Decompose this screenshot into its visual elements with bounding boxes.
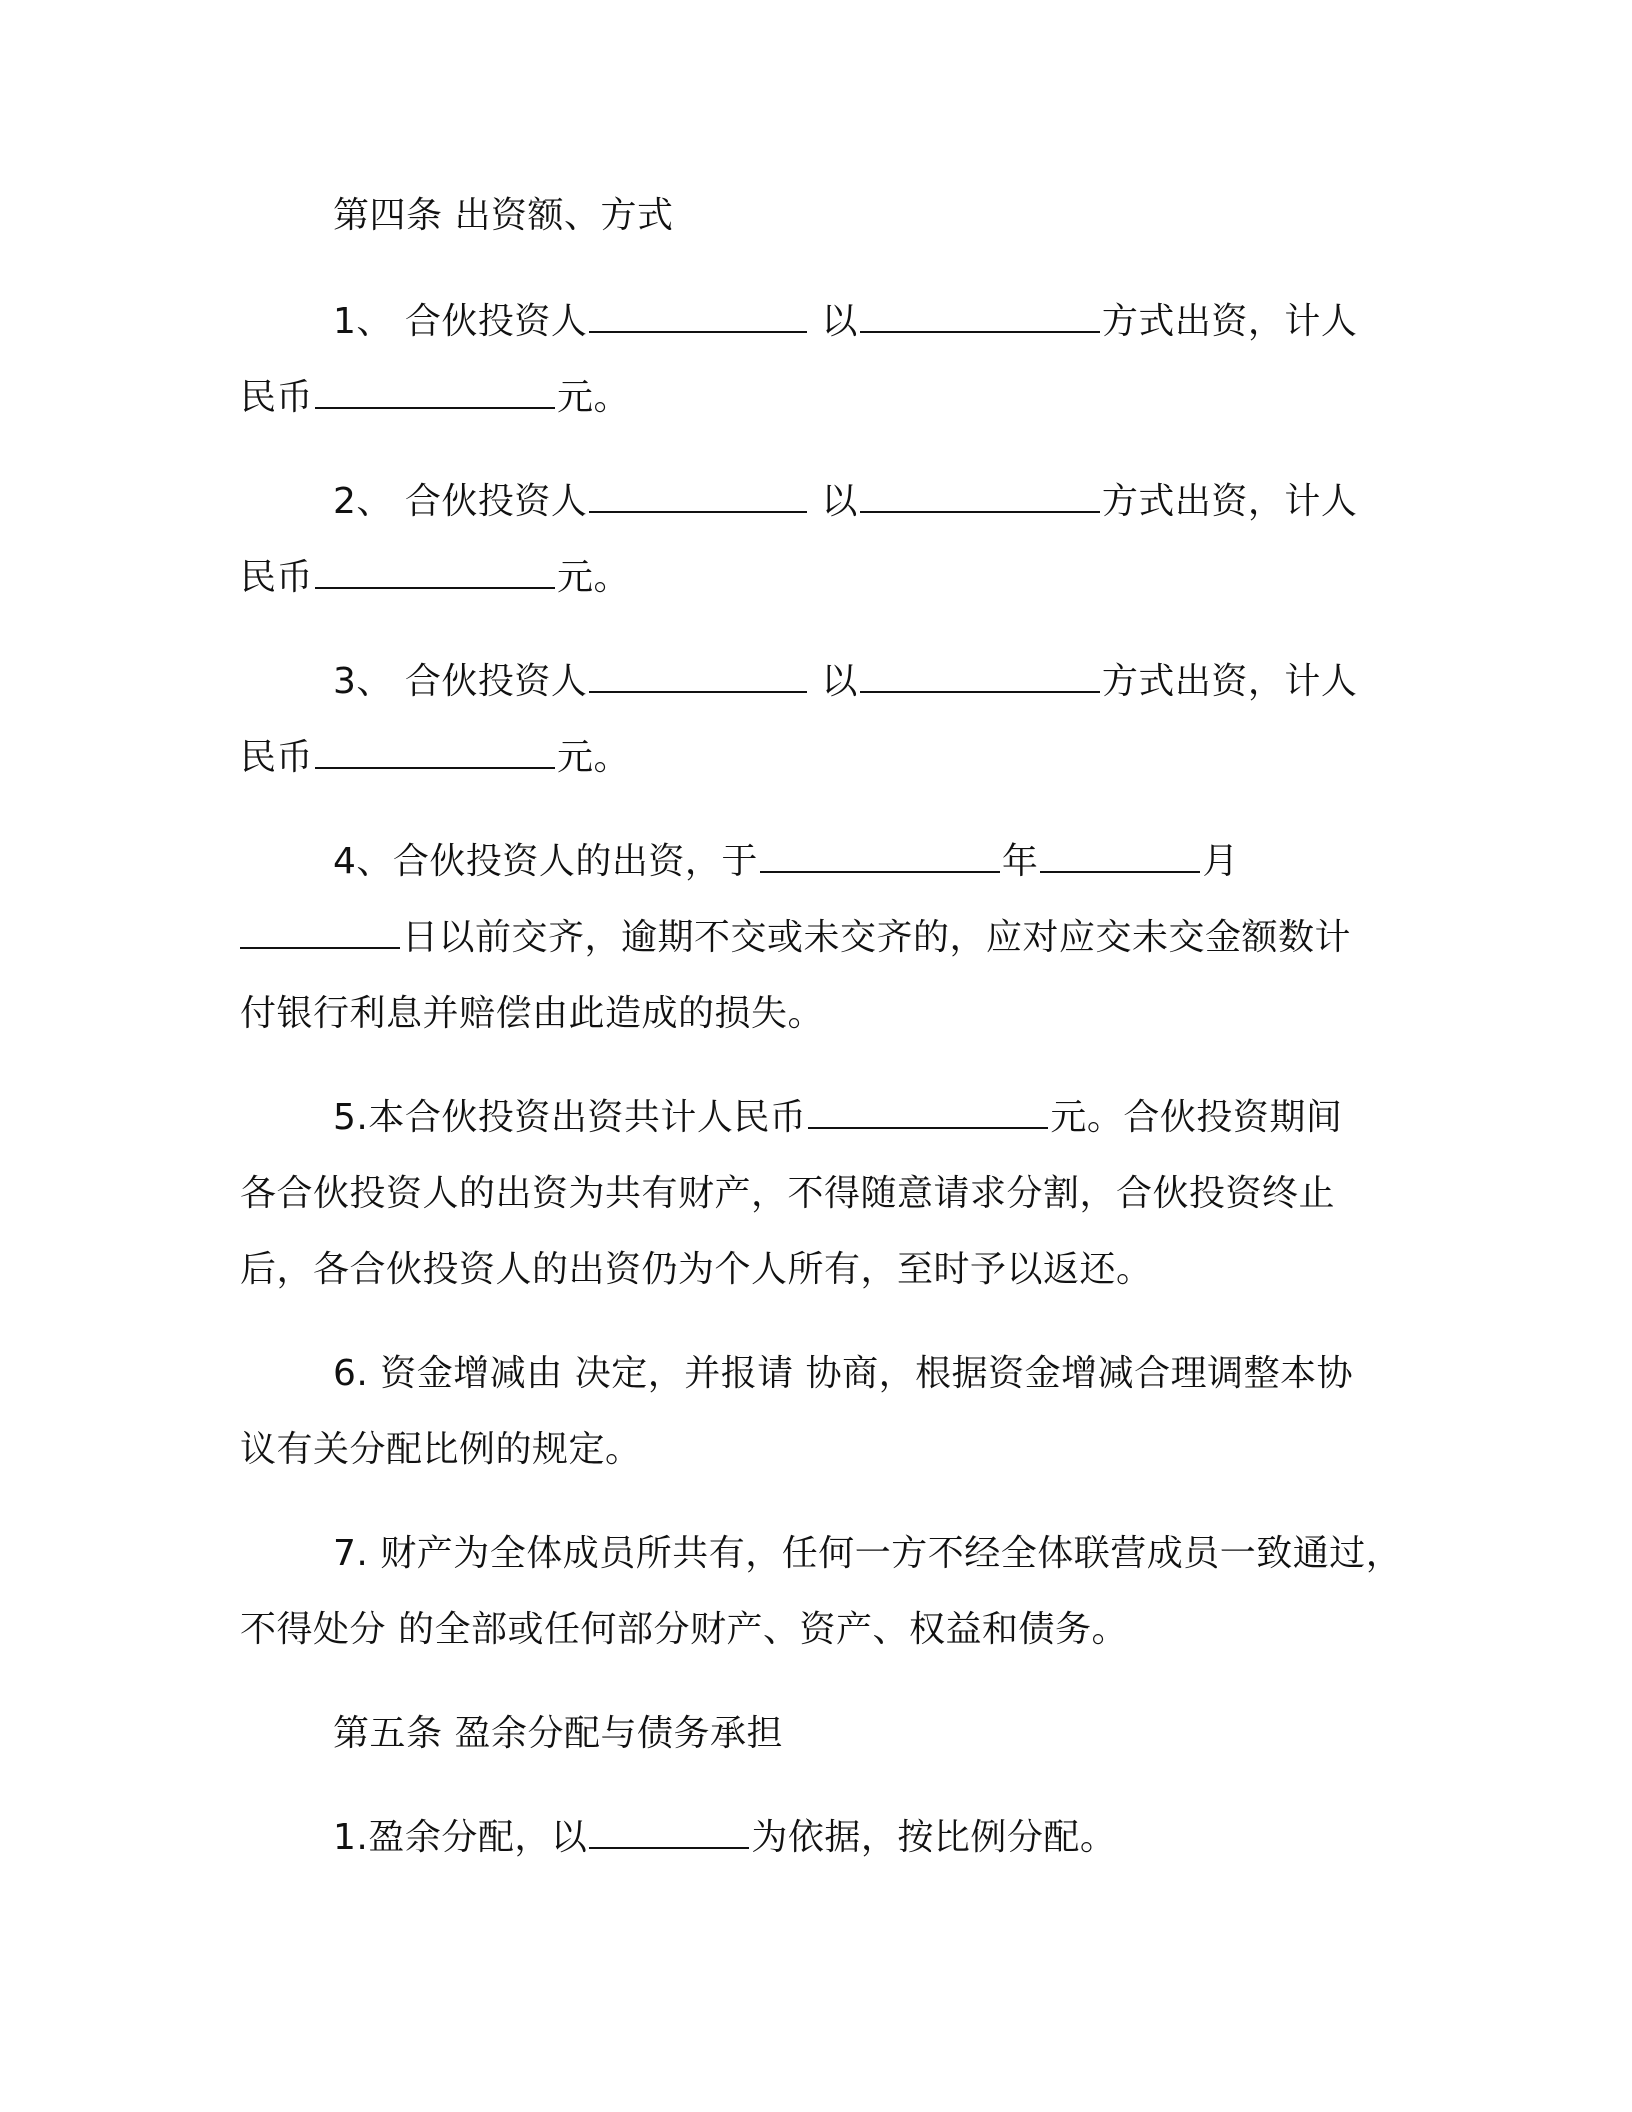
month-blank[interactable] bbox=[1040, 841, 1200, 873]
item-1-line-1: 1、 合伙投资人 以 方式出资，计人 bbox=[333, 301, 1358, 342]
investor-name-blank[interactable] bbox=[589, 301, 807, 333]
item-7-line-2: 不得处分 的全部或任何部分财产、资产、权益和债务。 bbox=[240, 1609, 1128, 1650]
article-5-heading: 第五条 盈余分配与债务承担 bbox=[333, 1713, 783, 1754]
article-5-item-1: 1.盈余分配，以 为依据，按比例分配。 bbox=[333, 1817, 1117, 1858]
item-4-line-1: 4、合伙投资人的出资，于 年 月 bbox=[333, 841, 1239, 882]
amount-blank[interactable] bbox=[315, 737, 555, 769]
investor-name-blank[interactable] bbox=[589, 661, 807, 693]
year-blank[interactable] bbox=[760, 841, 1000, 873]
item-2-line-1: 2、 合伙投资人 以 方式出资，计人 bbox=[333, 481, 1358, 522]
item-5-line-1: 5.本合伙投资出资共计人民币 元。合伙投资期间 bbox=[333, 1097, 1343, 1138]
amount-blank[interactable] bbox=[315, 557, 555, 589]
investor-name-blank[interactable] bbox=[589, 481, 807, 513]
item-3-line-2: 民币 元。 bbox=[240, 737, 631, 778]
item-1-line-2: 民币 元。 bbox=[240, 377, 631, 418]
item-4-line-2: 日以前交齐，逾期不交或未交齐的，应对应交未交金额数计 bbox=[240, 914, 1351, 962]
contribution-method-blank[interactable] bbox=[860, 661, 1100, 693]
contribution-method-blank[interactable] bbox=[860, 481, 1100, 513]
item-7-line-1: 7. 财产为全体成员所共有，任何一方不经全体联营成员一致通过， bbox=[333, 1533, 1403, 1574]
day-blank[interactable] bbox=[240, 917, 400, 949]
item-2-line-2: 民币 元。 bbox=[240, 557, 631, 598]
item-3-line-1: 3、 合伙投资人 以 方式出资，计人 bbox=[333, 661, 1358, 702]
total-amount-blank[interactable] bbox=[808, 1097, 1048, 1129]
item-6-line-2: 议有关分配比例的规定。 bbox=[240, 1429, 642, 1470]
distribution-basis-blank[interactable] bbox=[589, 1817, 749, 1849]
article-4-heading: 第四条 出资额、方式 bbox=[333, 195, 674, 236]
item-4-line-3: 付银行利息并赔偿由此造成的损失。 bbox=[240, 993, 825, 1034]
amount-blank[interactable] bbox=[315, 377, 555, 409]
item-5-line-3: 后，各合伙投资人的出资仍为个人所有，至时予以返还。 bbox=[240, 1249, 1153, 1290]
contribution-method-blank[interactable] bbox=[860, 301, 1100, 333]
item-6-line-1: 6. 资金增减由 决定，并报请 协商，根据资金增减合理调整本协 bbox=[333, 1353, 1354, 1394]
item-5-line-2: 各合伙投资人的出资为共有财产，不得随意请求分割，合伙投资终止 bbox=[240, 1173, 1336, 1214]
